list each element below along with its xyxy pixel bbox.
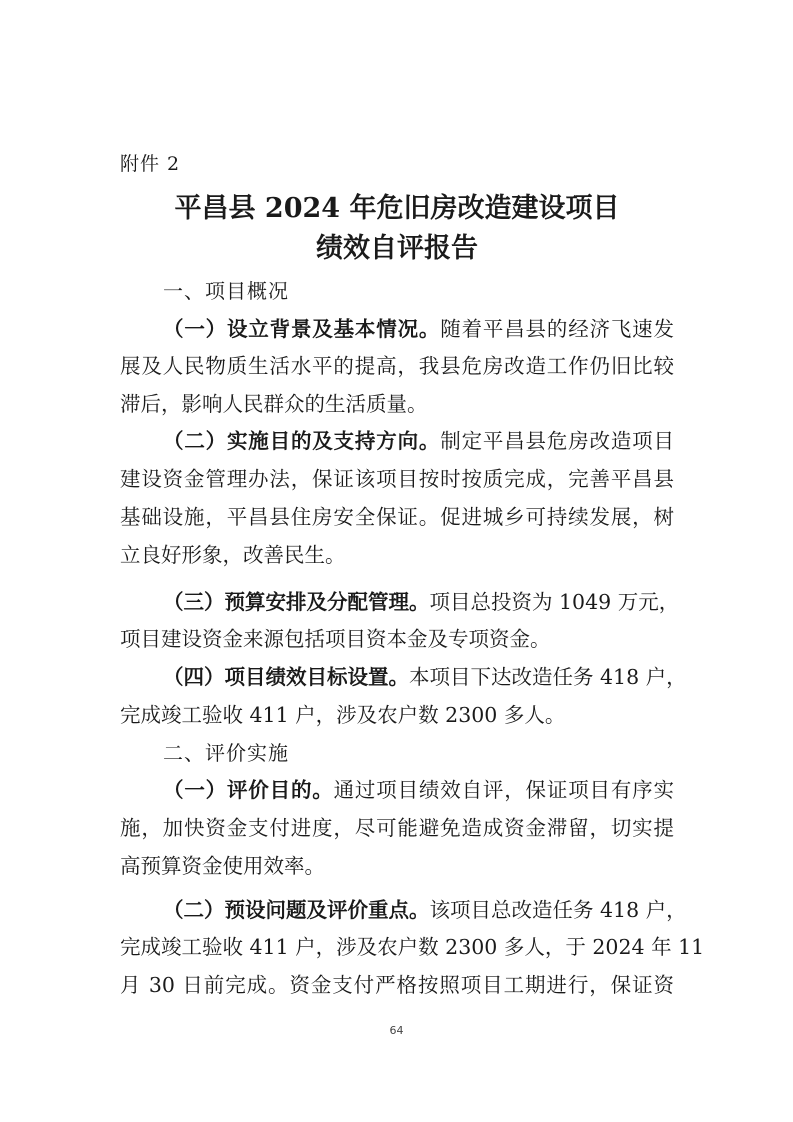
paragraph-heading-budget: （三）预算安排及分配管理。	[163, 590, 430, 614]
paragraph-heading-key-issues: （二）预设问题及评价重点。	[163, 898, 430, 922]
paragraph-line: 施，加快资金支付进度，尽可能避免造成资金滞留，切实提	[120, 816, 674, 840]
document-title-line-2: 绩效自评报告	[316, 233, 478, 264]
paragraph-line: （一）设立背景及基本情况。随着平昌县的经济飞速发	[163, 317, 675, 341]
paragraph-line: （三）预算安排及分配管理。项目总投资为 1049 万元，	[163, 590, 680, 614]
section-heading-evaluation: 二、评价实施	[163, 741, 289, 765]
paragraph-line: 完成竣工验收 411 户，涉及农户数 2300 多人。	[120, 703, 566, 727]
paragraph-line: 立良好形象，改善民生。	[120, 543, 346, 567]
paragraph-line: 高预算资金使用效率。	[120, 854, 325, 878]
paragraph-line: 项目建设资金来源包括项目资本金及专项资金。	[120, 627, 551, 651]
section-heading-project-overview: 一、项目概况	[163, 279, 289, 303]
paragraph-line: 基础设施，平昌县住房安全保证。促进城乡可持续发展，树	[120, 505, 674, 529]
document-title-line-1: 平昌县 2024 年危旧房改造建设项目	[174, 193, 620, 224]
paragraph-heading-background: （一）设立背景及基本情况。	[163, 317, 441, 341]
paragraph-heading-evaluation-purpose: （一）评价目的。	[163, 778, 334, 802]
paragraph-line: 月 30 日前完成。资金支付严格按照项目工期进行，保证资	[120, 973, 674, 997]
paragraph-line: 建设资金管理办法，保证该项目按时按质完成，完善平昌县	[120, 467, 674, 491]
paragraph-line: （二）预设问题及评价重点。该项目总改造任务 418 户，	[163, 898, 687, 922]
attachment-label: 附件 2	[120, 153, 181, 175]
paragraph-heading-goals: （四）项目绩效目标设置。	[163, 665, 409, 689]
paragraph-line: （四）项目绩效目标设置。本项目下达改造任务 418 户，	[163, 665, 687, 689]
page-number: 64	[389, 1024, 404, 1037]
paragraph-line: （一）评价目的。通过项目绩效自评，保证项目有序实	[163, 778, 674, 802]
paragraph-line: 滞后，影响人民群众的生活质量。	[120, 392, 428, 416]
paragraph-line: （二）实施目的及支持方向。制定平昌县危房改造项目	[163, 429, 675, 453]
paragraph-line: 展及人民物质生活水平的提高，我县危房改造工作仍旧比较	[120, 354, 674, 378]
paragraph-heading-purpose: （二）实施目的及支持方向。	[163, 429, 441, 453]
paragraph-line: 完成竣工验收 411 户，涉及农户数 2300 多人，于 2024 年 11	[120, 935, 705, 959]
